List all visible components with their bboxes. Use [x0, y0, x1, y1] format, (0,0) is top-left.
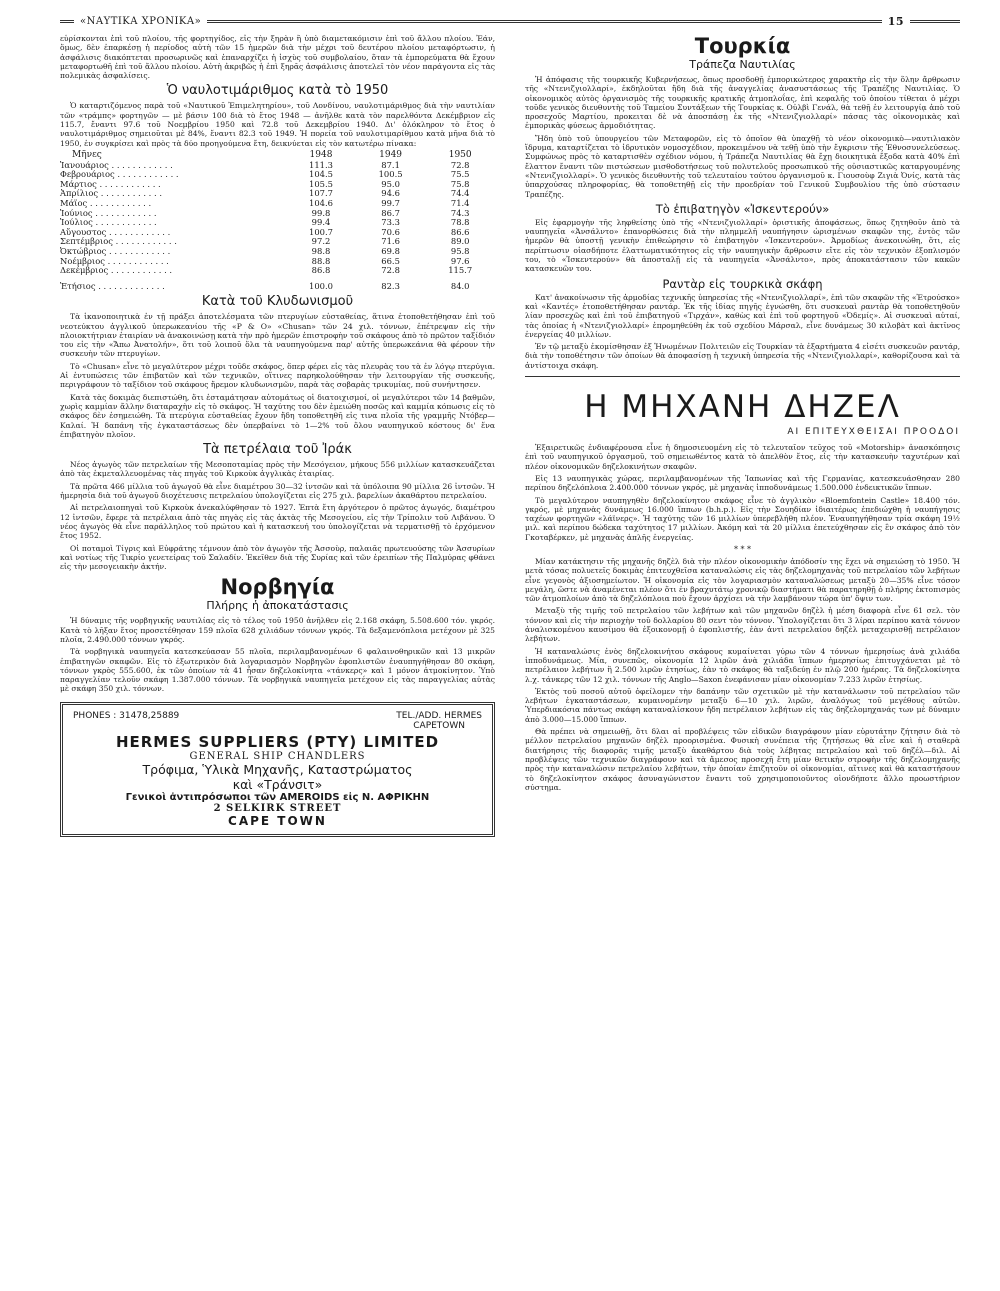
value-cell: 89.0	[450, 236, 470, 247]
value-cell: 88.8	[311, 255, 331, 266]
hermes-advertisement	[60, 702, 495, 837]
month-cell: Αὔγουστος . . . . . . . . . . . .	[60, 226, 171, 237]
value-cell: 73.3	[381, 217, 400, 228]
annual-label: Ἐτήσιος . . . . . . . . . . . . .	[60, 280, 165, 291]
diesel-heading: Η ΜΗΧΑΝΗ ΔΗΖΕΛ	[584, 389, 901, 426]
value-cell: 71.4	[450, 197, 470, 208]
value-cell: 71.6	[381, 236, 400, 247]
value-cell: 69.8	[381, 245, 400, 256]
value-cell: 75.5	[450, 169, 470, 180]
month-cell: Ἰούλιος . . . . . . . . . . . .	[60, 217, 157, 228]
diesel-paragraph: Θὰ πρέπει νὰ σημειωθῇ, ὅτι δλαι αἱ προβλέψεις τῶν εἰδικῶν διαγράφουν μίαν εὐρυτάτην ζήτησιν διὰ τὸ μέλλον πετρελαίου μηχανῶν δηζὲλ προορισμένα. Φυσικὴ συνέπεια τῆς ζητήσεως θὰ εἶνε καὶ ἡ σταθερὰ διατήρησις τῆς διαφορᾶς τιμῆς μεταξὺ ἀκαθάρτου διὰ τοὺς λέβητας πετρελαίου καὶ τοῦ δηζέλ—διλ. Αἱ προβλέψεις τῶν τεχνικῶν διαγράφουν καὶ τὰ ἄμεσος προσεχῆ ἔτη μίαν θετικὴν στροφὴν τῆς δηζελομηχανῆς πρὸς τὴν καταναλώσιν πετρελαίου λεβήτων, τὴν ὁποίαν ἐπιζητοῦν οἱ οἰκονομίαι, αἵτινες καὶ θὰ καταστήσουν τὸ δηζελοκίνητον σκάφος ἀσυναγώνιστον ἔναντι τοῦ χρησιμοποιοῦντος οἱονδήποτε ἄλλο προωστήριον σύστημα.	[525, 727, 960, 792]
norway-subheading: Πλήρης ἡ ἀποκατάστασις	[206, 599, 349, 613]
norway-paragraph: Ἡ δύναμις τῆς νορβηγικῆς ναυτιλίας εἰς τὸ τέλος τοῦ 1950 ἀνῆλθεν εἰς 2.168 σκάφη, 5.508.600 τόν. γκρός. Κατὰ τὸ λῆξαν ἔτος προσετέθησαν 159 πλοῖα 628 χιλιάδων τόννων γκρός. Τὰ δεξαμενόπλοια μετέχουν μὲ 325 πλοῖα, 2.490.000 τόννων γκρός.	[60, 616, 495, 644]
header-rule-middle	[207, 20, 881, 23]
diesel-paragraph: Εἰς 13 ναυπηγικὰς χώρας, περιλαμβανομένων τῆς Ἰαπωνίας καὶ τῆς Γερμανίας, κατεσκευάσθησαν 280 περίπου δηζελόπλοια 2.400.000 τόννων γκρός, μὲ μηχανὰς ἱπποδυνάμεως 1.500.000 ἐνδεικτικῶν ἵππων.	[525, 473, 960, 493]
ad-business-line: GENERAL SHIP CHANDLERS	[189, 750, 366, 762]
iraq-oil-heading: Τὰ πετρέλαια τοῦ Ἰράκ	[203, 442, 352, 458]
annual-label-text: Ἐτήσιος	[60, 280, 96, 291]
ad-contact-row	[73, 711, 482, 731]
month-cell: Σεπτέμβριος . . . . . . . . . . . .	[60, 236, 177, 247]
value-cell: 94.6	[381, 188, 400, 199]
diesel-paragraph: Μίαν κατάκτησιν τῆς μηχανῆς δηζὲλ διὰ τὴν πλέον οἰκονομικὴν ἀπόδοσίν της ἔχει νὰ σημειώσῃ τὸ 1950. Ἡ μετὰ τόσας πολυετεῖς δοκιμὰς ἐπιτευχθεῖσα καταναλώσις εἰς τὰς δηζελομηχανὰς τοῦ πετρελαίου τῶν λεβήτων εἶνε γεγονὸς ἀξιοσημείωτον. Ἡ οἰκονομία εἰς τὸν λογαριασμὸν καταναλώσεως μεταξὺ 20—35% εἶνε τόσον μεγάλη, ὥστε νὰ ἀναμένεται πλέον ὅτι ἐν βραχυτάτῳ χρονικῷ διαστήματι θὰ παρατηρηθῇ ὁ πλήρης ἐκτοπισμὸς τῶν ἀτμοπλοίων ἀπὸ τὰ δηζελόπλοια ποὺ ἔχουν ἀρχίσει νὰ τὴν λαμβάνουν τώρα ὑπ' ὄψιν των.	[525, 556, 960, 604]
month-cell: Ὀκτώβριος . . . . . . . . . . . .	[60, 245, 171, 256]
value-cell: 104.5	[308, 169, 333, 180]
value-cell: 100.5	[378, 169, 403, 180]
freight-index-table	[60, 151, 495, 291]
value-cell: 99.8	[311, 207, 331, 218]
month-cell: Μάρτιος . . . . . . . . . . . .	[60, 178, 161, 189]
ad-telegraph	[396, 711, 482, 731]
page-number: 15	[887, 14, 904, 28]
radar-paragraph: Ἐν τῷ μεταξὺ ἐκομίσθησαν ἐξ Ἡνωμένων Πολιτειῶν εἰς Τουρκίαν τὰ ἐξαρτήματα 4 εἰσέτι συσκευῶν ραντάρ, διὰ τὴν τοποθέτησιν τῶν ὁποίων θὰ ἀποφασίσῃ ἡ τεχνικὴ ὑπηρεσία τῆς «Ντενιζγιολλαρί», καθορίζουσα καὶ τὰ ἀντίστοιχα σκάφη.	[525, 342, 960, 370]
turkey-paragraph: Ἡ ἀπόφασις τῆς τουρκικῆς Κυβερνήσεως, ὅπως προσδοθῇ ἐμπορικώτερος χαρακτὴρ εἰς τὴν ὅλην ἄρθρωσιν τῆς «Ντενιζγιολλαρί», ἐκδηλοῦται ἤδη διὰ τῆς ἀναγγελίας ἀνασυστάσεως τῆς Τραπέζης Ναυτιλίας. Ὁ οἰκονομικὸς αὐτὸς ὀργανισμὸς τῆς τουρκικῆς κρατικῆς ἀτμοπλοΐας, ἐπὶ κεφαλῆς τοῦ ὁποίου τίθεται ὁ μέχρι τοῦδε γενικὸς διευθυντὴς τοῦ Ταμείου Συντάξεων τῆς Τουρκίας κ. Οὐλβὶ Γενάλ, θὰ τεθῇ ἐν λειτουργίᾳ ἀπὸ τοῦ προσεχοῦς Μαρτίου, προκειται δὲ νὰ ἀποσπάσῃ ἐκ τῆς «Ντενιζγιολλαρί» πάσας τὰς οἰκονομικὰς καὶ ἐμπορικὰς φύσεως ἁρμοδιότητας.	[525, 75, 960, 131]
month-cell: Δεκέμβριος . . . . . . . . . . . .	[60, 265, 173, 276]
freight-index-heading: Ὁ ναυλοτιμάριθμος κατὰ τὸ 1950	[166, 83, 389, 99]
section-stars: * * *	[733, 544, 752, 554]
month-name: Φεβρουάριος	[60, 169, 115, 180]
value-cell: 104.6	[308, 197, 333, 208]
ad-telegraph-line1: TEL./ADD. HERMES	[396, 710, 482, 721]
ad-greek-line2: καὶ «Τράνσιτ»	[232, 776, 323, 792]
value-cell: 111.3	[308, 159, 333, 170]
month-cell: Φεβρουάριος . . . . . . . . . . . .	[60, 169, 179, 180]
annual-value: 84.0	[450, 280, 470, 291]
stabilizers-heading: Κατὰ τοῦ Κλυδωνισμοῦ	[201, 294, 354, 310]
month-column-header: Μῆνες	[72, 149, 102, 160]
value-cell: 66.5	[381, 255, 400, 266]
value-cell: 78.8	[450, 217, 470, 228]
month-cell: Ἰανουάριος . . . . . . . . . . . .	[60, 159, 173, 170]
ad-telegraph-line2: CAPETOWN	[413, 720, 466, 731]
value-cell: 70.6	[381, 226, 400, 237]
turkey-paragraph: Ἤδη ὑπὸ τοῦ ὑπουργείου τῶν Μεταφορῶν, εἰς τὸ ὁποῖον θὰ ὑπαχθῇ τὸ νέον οἰκονομικὸ—ναυτιλιακὸν ἵδρυμα, καταρτίζεται τὸ ἱδρυτικὸν νομοσχέδιον, προκειμένου νὰ τεθῇ ὑπὸ τὴν ἔγκρισιν τῆς Ἐθνοσυνελεύσεως. Συμφώνως πρὸς τὸ καταρτισθὲν σχέδιον νόμου, ἡ Τράπεζα Ναυτιλίας θὰ ἔχῃ διοικητικὰ ἔξοδα κατὰ 40% ἐπὶ ἔλαττον ἔναντι τῶν πιστώσεων μισθοδοτήσεως τοῦ πολυτελοῦς προσωπικοῦ τῆς οὐσιαστικῶς καταργουμένης «Ντενιζγιολλαρί». Ὁ γενικὸς διευθυντὴς τοῦ τελευταίου τούτου ὀργανισμοῦ κ. Γιουσοὺφ Ζιγιὰ Ὀνίς, κατὰ τὰς ὑπαρχούσας πληροφορίας, θὰ τοποθετηθῇ εἰς τὴν προεδρίαν τοῦ Γενικοῦ Συμβουλίου τῆς ὑπὸ σύστασιν Τραπέζης.	[525, 133, 960, 199]
header-rule-right	[910, 20, 960, 23]
month-name: Αὔγουστος	[60, 226, 107, 237]
value-cell: 99.4	[311, 217, 331, 228]
value-cell: 74.3	[450, 207, 470, 218]
month-cell: Νοέμβριος . . . . . . . . . . . .	[60, 255, 169, 266]
month-name: Ἰούνιος	[60, 207, 93, 218]
iskenderun-paragraph: Εἰς ἐφαρμογὴν τῆς ληφθείσης ὑπὸ τῆς «Ντενιζγιολλαρί» ὁριστικῆς ἀποφάσεως, ὅπως ζητηθοῦν ἀπὸ τὰ ναυπηγεῖα «Ἀνσάλντο» ἐπανορθώσεις διὰ τὴν πλημμελῆ ναυπήγησιν ὡρισμένων σκαφῶν της, ἐντὸς τῶν ἡμερῶν θὰ ὑποστῇ γενικὴν ἐπιθεώρησιν τὸ ἐπιβατηγὸν «Ἰσκεντερούν». Ἁρμοδίως ἀνεκοινώθη, ὅτι, εἰς περίπτωσιν οἱασδήποτε ἐλαττωματικότητος εἰς τὴν ναυπηγικὴν ἄρθρωσιν εἴτε εἰς τὸν τεχνικὸν ἐξοπλισμόν του, τὸ «Ἰσκεντερούν» θὰ ἀποσταλῇ εἰς τὰ ναυπηγεῖα «Ἀνσάλντο», πρὸς ἀποκατάστασιν τῶν κακῶν κατασκευῶν του.	[525, 217, 960, 274]
right-column	[525, 34, 960, 837]
radar-paragraph: Κατ' ἀνακοίνωσιν τῆς ἁρμοδίας τεχνικῆς ὑπηρεσίας τῆς «Ντενιζγιολλαρί», ἐπὶ τῶν σκαφῶν τῆς «Ἐτρούσκο» καὶ «Καντές» ἐτοποθετήθησαν ραντάρ. Ἐκ τῆς ἰδίας πηγῆς ἐγνώσθη, ὅτι συσκευαὶ ραντὰρ θὰ τοποθετηθοῦν λίαν προσεχῶς καὶ ἐπὶ τοῦ ἐπιβατηγοῦ «Τιρχάν», καθὼς καὶ ἐπὶ τοῦ φορτηγοῦ «Ὀδεμίς». Αἱ συσκευαὶ αὐταί, τὰς ὁποίας ἡ «Ντενιζγιολλαρί» ἐπρομηθεύθη ἐκ τοῦ σχεδίου Μάρσαλ, εἶνε δυνάμεως 30 κιλοβὰτ καὶ ἀκτῖνος ἐνεργείας 40 μιλλίων.	[525, 292, 960, 339]
value-cell: 75.8	[450, 178, 470, 189]
radar-heading: Ραντὰρ εἰς τουρκικὰ σκάφη	[662, 276, 823, 291]
month-name: Μάρτιος	[60, 178, 97, 189]
ad-company-name: HERMES SUPPLIERS (PTY) LIMITED	[115, 732, 440, 751]
value-cell: 115.7	[448, 265, 473, 276]
month-name: Ὀκτώβριος	[60, 245, 107, 256]
stabilizers-paragraph: Τὰ ἱκανοποιητικὰ ἐν τῇ πράξει ἀποτελέσματα τῶν πτερυγίων εὐσταθείας, ἅτινα ἐτοποθετήθησαν ἐπὶ τοῦ νεοτεύκτου ἀγγλικοῦ ὑπερωκεανίου τῆς «P & O» «Chusan» τῶν 24 χιλ. τόννων, ἐπέτρεψαν εἰς τὴν πλοιοκτήτριαν ἑταιρίαν νὰ ἀνακοινώσῃ κατὰ τὴν πρὸ ἡμερῶν ἐπιστροφὴν τοῦ σκάφους ἀπὸ τὸ πρῶτον ταξίδιόν του εἰς τὴν «Ἄπω Ἀνατολήν», ὅτι τοῦ λοιποῦ ὅλα τὰ ναυπηγούμενα παρ' αὐτῆς ὑπερωκεάνια θὰ φέρουν τὴν συσκευὴν τῶν πτερυγίων.	[60, 312, 495, 359]
diesel-paragraph: Τὸ μεγαλύτερον ναυπηγηθὲν δηζελοκίνητον σκάφος εἶνε τὸ ἀγγλικὸν «Bloemfontein Castle» 18.400 τόν. γκρός, μὲ μηχανὰς δυνάμεως 16.000 ἵππων (b.h.p.). Εἰς τὴν Σουηδίαν ἰδιαιτέρως ἐπεδιώχθη ἡ ναυπήγησις ταχέων φορτηγῶν «λάϊνερς». Ἡ ταχύτης τῶν 16 μιλλίων ὑπερεβλήθη πλέον. Ἐναυπηγήθησαν τρία σκάφη 19½ μιλ. καὶ περίπου δώδεκα ταχύτητος 17 μιλλίων. Ἀκόμη καὶ τὰ 20 μίλλια ἐπετεύχθησαν εἰς ἓν σκάφος ἀπὸ τὸν Γκοταβέρκεν, μὲ μηχανὰς ἁπλῆς ἐνεργείας.	[525, 495, 960, 542]
diesel-paragraph: Ἡ καταναλώσις ἑνὸς δηζελοκινήτου σκάφους κυμαίνεται γύρω τῶν 4 τόννων ἡμερησίως ἀνὰ χιλιάδα ἱπποδυνάμεως. Μία, συνεπῶς, οἰκονομία 12 λιρῶν ἀνὰ χιλιάδα ἵππων ἡμερησίως ἐπιτυγχάνεται μὲ τὸ πετρέλαιον λεβήτων ἢ 2.500 λιρῶν ἐτησίως, ἐὰν τὸ σκάφος θὰ ταξιδεύῃ ἐν πλῷ 200 ἡμέρας. Τὰ δηζελοκίνητα λ.χ. τάνκερς τῶν 12 χιλ. τόννων τῆς Anglo—Saxon ἐνεφάνισαν μίαν οἰκονομίαν 7.233 λιρῶν ἐτησίως.	[525, 646, 960, 684]
value-cell: 105.5	[308, 178, 333, 189]
publication-title: «ΝΑΥΤΙΚΑ ΧΡΟΝΙΚΑ»	[80, 15, 202, 27]
value-cell: 95.0	[381, 178, 400, 189]
value-cell: 86.8	[311, 265, 331, 276]
norway-heading: Νορβηγία	[220, 575, 335, 600]
value-cell: 87.1	[381, 159, 400, 170]
table-row	[60, 266, 495, 276]
value-cell: 72.8	[450, 159, 470, 170]
turkey-heading: Τουρκία	[694, 34, 791, 58]
year-header: 1948	[309, 149, 333, 160]
page-header	[60, 12, 960, 30]
value-cell: 72.8	[381, 265, 400, 276]
value-cell: 86.6	[450, 226, 470, 237]
annual-value: 82.3	[381, 280, 400, 291]
value-cell: 98.8	[311, 245, 331, 256]
annual-value: 100.0	[308, 280, 333, 291]
month-name: Μάϊος	[60, 197, 88, 208]
value-cell: 95.8	[450, 245, 470, 256]
header-rule-left	[60, 20, 74, 23]
freight-table-body	[60, 161, 495, 276]
value-cell: 86.7	[381, 207, 400, 218]
year-header: 1949	[379, 149, 403, 160]
value-cell: 97.2	[311, 236, 331, 247]
value-cell: 100.7	[308, 226, 333, 237]
ad-phones: PHONES : 31478,25889	[73, 710, 180, 721]
left-column	[60, 34, 495, 837]
iraq-oil-paragraph: Τὰ πρῶτα 466 μίλλια τοῦ ἀγωγοῦ θὰ εἶνε διαμέτρου 30—32 ἰντσῶν καὶ τὰ ὑπόλοιπα 90 μίλλια 26 ἰντσῶν. Ἡ ἡμερησία διὰ τοῦ ἀγωγοῦ διοχέτευσις πετρελαίου ὑπολογίζεται εἰς 275 χιλ. βαρελίων ἀκαθάρτου πετρελαίου.	[60, 481, 495, 501]
ad-city: CAPE TOWN	[228, 813, 327, 828]
columns	[60, 34, 960, 837]
ad-representatives: Γενικοὶ ἀντιπρόσωποι τῶν AMEROIDS εἰς Ν. ΑΦΡΙΚΗΝ	[125, 791, 430, 803]
iraq-oil-paragraph: Οἱ ποταμοὶ Τίγρις καὶ Εὐφράτης τέμνουν ἀπὸ τὸν ἀγωγὸν τῆς Ἀσσοὺρ, παλαιᾶς πρωτευούσης τῶν Ἀσσυρίων καὶ νοτίως τῆς Τικρίο γενετείρας τοῦ Σαλαδίν. Ἐκεῖθεν διὰ τῆς Συρίας καὶ τῶν ἐρειπίων τῆς Παλμύρας φθάνει εἰς τὴν μεσογειακὴν ἀκτήν.	[60, 543, 495, 572]
month-name: Νοέμβριος	[60, 255, 105, 266]
freight-index-paragraph: Ὁ καταρτιζόμενος παρὰ τοῦ «Ναυτικοῦ Ἐπιμελητηρίου», τοῦ Λονδίνου, ναυλοτιμάριθμος διὰ τὴν ναυτιλίαν τῶν «τράμπς» φορτηγῶν — μὲ βάσιν 100 διὰ τὸ ἔτος 1948 — ἀνῆλθε κατὰ τὸν παρελθόντα Δεκέμβριον εἰς 115.7, ἔναντι 97.6 τοῦ Νοεμβρίου 1950 καὶ 72.8 τοῦ Δεκεμβρίου 1940. Δι' ὁλόκληρον τὸ ἔτος ὁ ναυλοτιμάριθμος σημειοῦται μὲ 84%, ἔναντι 82.3 τοῦ 1949. Ἡ πορεία τοῦ ναυλοτιμαρίθμου κατὰ μῆνα διὰ τὸ 1950, ἐν συγκρίσει καὶ πρὸς τὰ δύο προηγούμενα ἔτη, δεικνύεται εἰς τὸν κατωτέρω πίνακα:	[60, 101, 495, 148]
annual-row	[60, 276, 495, 292]
ad-greek-line1: Τρόφιμα, Ὑλικὰ Μηχανῆς, Καταστρώματος	[142, 761, 413, 777]
diesel-paragraph: Ἐξαιρετικῶς ἐνδιαφέρουσα εἶνε ἡ δημοσιευομένη εἰς τὸ τελευταῖον τεῦχος τοῦ «Motorship» ἀνασκόπησις ἐπὶ τοῦ ναυπηγικοῦ ὀργασμοῦ, τοῦ σημειωθέντος κατὰ τὸ ἀπελθὸν ἔτος, εἰς τὴν κατασκευὴν ταχυτέρων καὶ πλέον οἰκονομικῶν δηζελοκινήτων σκαφῶν.	[525, 443, 960, 471]
value-cell: 107.7	[308, 188, 333, 199]
month-cell: Μάϊος . . . . . . . . . . . .	[60, 197, 152, 208]
month-cell: Ἀπρίλιος . . . . . . . . . . . .	[60, 188, 162, 199]
month-name: Σεπτέμβριος	[60, 236, 113, 247]
diesel-paragraph: Ἐκτὸς τοῦ ποσοῦ αὐτοῦ ὀφείλομεν τὴν δαπάνην τῶν σχετικῶν μὲ τὴν κατανάλωσιν τοῦ πετρελαίου τῶν λεβήτων ἐγκαταστάσεων, κυμαινομένην μεταξὺ 6—10 χιλ. λιρῶν, ἀναλόγως τοῦ μεγέθους αὐτῶν. Ὑπερδιακόσια πάντως σκάφη καταναλίσκουν ἤδη πετρέλαιον λεβήτων εἰς τὰς δηζελομηχανάς των μὲ δύναμιν ἀπὸ 3.000—15.000 ἵππων.	[525, 686, 960, 724]
ad-street: 2 SELKIRK STREET	[213, 802, 342, 814]
section-divider	[525, 376, 960, 377]
diesel-tagline: ΑΙ ΕΠΙΤΕΥΧΘΕΙΣΑΙ ΠΡΟΟΔΟΙ	[787, 427, 960, 438]
month-name: Ἰανουάριος	[60, 159, 109, 170]
month-cell: Ἰούνιος . . . . . . . . . . . .	[60, 207, 157, 218]
stabilizers-paragraph: Κατὰ τὰς δοκιμὰς διεπιστώθη, ὅτι ἐσταμάτησαν αὐτομάτως οἱ διατοιχισμοί, οἱ μεγαλύτεροι τῶν 14 βαθμῶν, χωρὶς καμμίαν ἄλλην διαταραχὴν εἰς τὸ σκάφος. Ἡ ταχύτης του δὲν ἐμειώθη ποσῶς καὶ καμμία κόπωσις εἰς τὸ σκάφος δὲν ἐσημειώθη. Τὰ πτερύγια εὐσταθείας ἔχουν ἤδη τοποθετηθῆ εἰς τινα πλοῖα τῆς γραμμῆς Ντόβερ—Καλαί. Ἡ δαπάνη τῆς ἐγκαταστάσεως δὲν ὑπερβαίνει τὸ 1—2% τοῦ ὅλου ναυπηγικοῦ κόστους δι' ἕνα ἐπιβατηγὸν πλοῖον.	[60, 392, 495, 439]
stabilizers-paragraph: Τὸ «Chusan» εἶνε τὸ μεγαλύτερον μέχρι τοῦδε σκάφος, ὅπερ φέρει εἰς τὰς πλευρὰς του τὰ ἐν λόγῳ πτερύγια. Αἱ ἐντυπώσεις τῶν ἐπιβατῶν καὶ τῶν τεχνικῶν, οἵτινες παρηκολούθησαν τὴν λειτουργίαν τῆς συσκευῆς, περιγράφουν τὸ ταξίδιον τοῦ σκάφους ἤρεμον κλυδωνισμῶν, παρὰ τὰς σοβαρὰς τρικυμίας, ποῦ συνήντησεν.	[60, 361, 495, 390]
diesel-paragraph: Μεταξὺ τῆς τιμῆς τοῦ πετρελαίου τῶν λεβήτων καὶ τῶν μηχανῶν δηζὲλ ἡ μέση διαφορὰ εἶνε 61 σελ. τὸν τόννον καὶ εἰς τὴν περιοχὴν τοῦ δολλαρίου 80 σεντ τὸν τόννον. Ὑπολογίζεται ὅτι 3 λίραι περίπου κατὰ τόννον ἀναλισκομένου καυσίμου θὰ ἐξοικονομῇ ὁ ἐφοπλιστής, ἐὰν ἀντὶ πετρελαίου δηζὲλ μεταχειρισθῇ πετρέλαιον λεβήτων.	[525, 606, 960, 644]
insurance-continuation: εὑρίσκονται ἐπὶ τοῦ πλοίου, τῆς φορτηγίδος, εἰς τὴν ξηρὰν ἢ ὑπὸ διαμετακόμισιν ἐπὶ τοῦ ἄλλου πλοίου. Ἐάν, ὅμως, δὲν ἐπαρκέσῃ ἡ περίοδος αὐτὴ τῶν 15 ἡμερῶν διὰ τὴν μέχρι τοῦ δευτέρου πλοίου μεταφόρτωσιν, ἡ ἀσφάλισις διακόπτεται προσωρινῶς καὶ ἐπαναρχίζει ἡ ἰσχὺς τοῦ συμβολαίου, ὅταν τὰ ἐμπορεύματα θὰ ἔχουν μεταφορτωθῆ ἐπὶ τοῦ ἄλλου πλοίου. Αὐτὴ ἀκριβῶς ἡ ἐπὶ ξηρᾶς ἀσφάλισις ἀποτελεῖ τὸν νέον παράγοντα εἰς τὰς πολεμικὰς ἀσφαλίσεις.	[60, 34, 495, 81]
value-cell: 97.6	[450, 255, 470, 266]
iraq-oil-paragraph: Νέος ἀγωγὸς τῶν πετρελαίων τῆς Μεσοποταμίας πρὸς τὴν Μεσόγειον, μήκους 556 μιλλίων κατασκευάζεται ἀπὸ τὰς ἐκμεταλλευομένας τὰς πηγὰς τοῦ Κιρκοὺκ ἀγγλικὰς ἑταιρίας.	[60, 460, 495, 479]
month-name: Ἀπρίλιος	[60, 188, 99, 199]
value-cell: 99.7	[381, 197, 400, 208]
norway-paragraph: Τὰ νορβηγικὰ ναυπηγεῖα κατεσκεύασαν 55 πλοῖα, περιλαμβανομένων 6 φαλαινοθηρικῶν καὶ 13 μικρῶν ἐπιβατηγῶν σκαφῶν. Εἰς τὸ ἐξωτερικὸν διὰ λογαριασμὸν Νορβηγῶν ἐφοπλιστῶν ἐναυπηγήθησαν 80 σκάφη, τόννων γκρὸς 555.600, ἐκ τῶν ὁποίων τὰ 41 ἦσαν δηζελοκίνητα «τάνκερς» καὶ 1 μόνον ἀτμοκίνητον. Ὑπὸ παραγγελίαν τελοῦν σκάφη 1.387.000 τόννων. Τὰ νορβηγικὰ ναυπηγεῖα μετέχουν εἰς τὰς παραγγελίας αὐτὰς μὲ σκάφη 350 χιλ. τόννων.	[60, 647, 495, 694]
turkey-subheading: Τράπεζα Ναυτιλίας	[689, 58, 796, 71]
value-cell: 74.4	[450, 188, 470, 199]
year-header: 1950	[448, 149, 472, 160]
month-name: Ἰούλιος	[60, 217, 93, 228]
iskenderun-heading: Τὸ ἐπιβατηγὸν «Ἰσκεντερούν»	[655, 201, 830, 216]
iraq-oil-paragraph: Αἱ πετρελαιοπηγαὶ τοῦ Κιρκοὺκ ἀνεκαλύφθησαν τὸ 1927. Ἑπτὰ ἔτη ἀργότερον ὁ πρῶτος ἀγωγός, διαμέτρου 12 ἰντσῶν, ἔφερε τὰ πετρέλαια ἀπὸ τὰς πηγὰς εἰς τὰς ἀκτὰς τῆς Μεσογείου, εἰς τὴν Τρίπολιν τοῦ Λιβάνου. Ὁ νέος ἀγωγὸς θὰ εἶνε παράλληλος τοῦ πρώτου καὶ ἡ κατασκευή του ὑπολογίζεται νὰ τερματισθῇ τὸ ἐρχόμενον ἔτος 1952.	[60, 503, 495, 541]
month-name: Δεκέμβριος	[60, 265, 109, 276]
